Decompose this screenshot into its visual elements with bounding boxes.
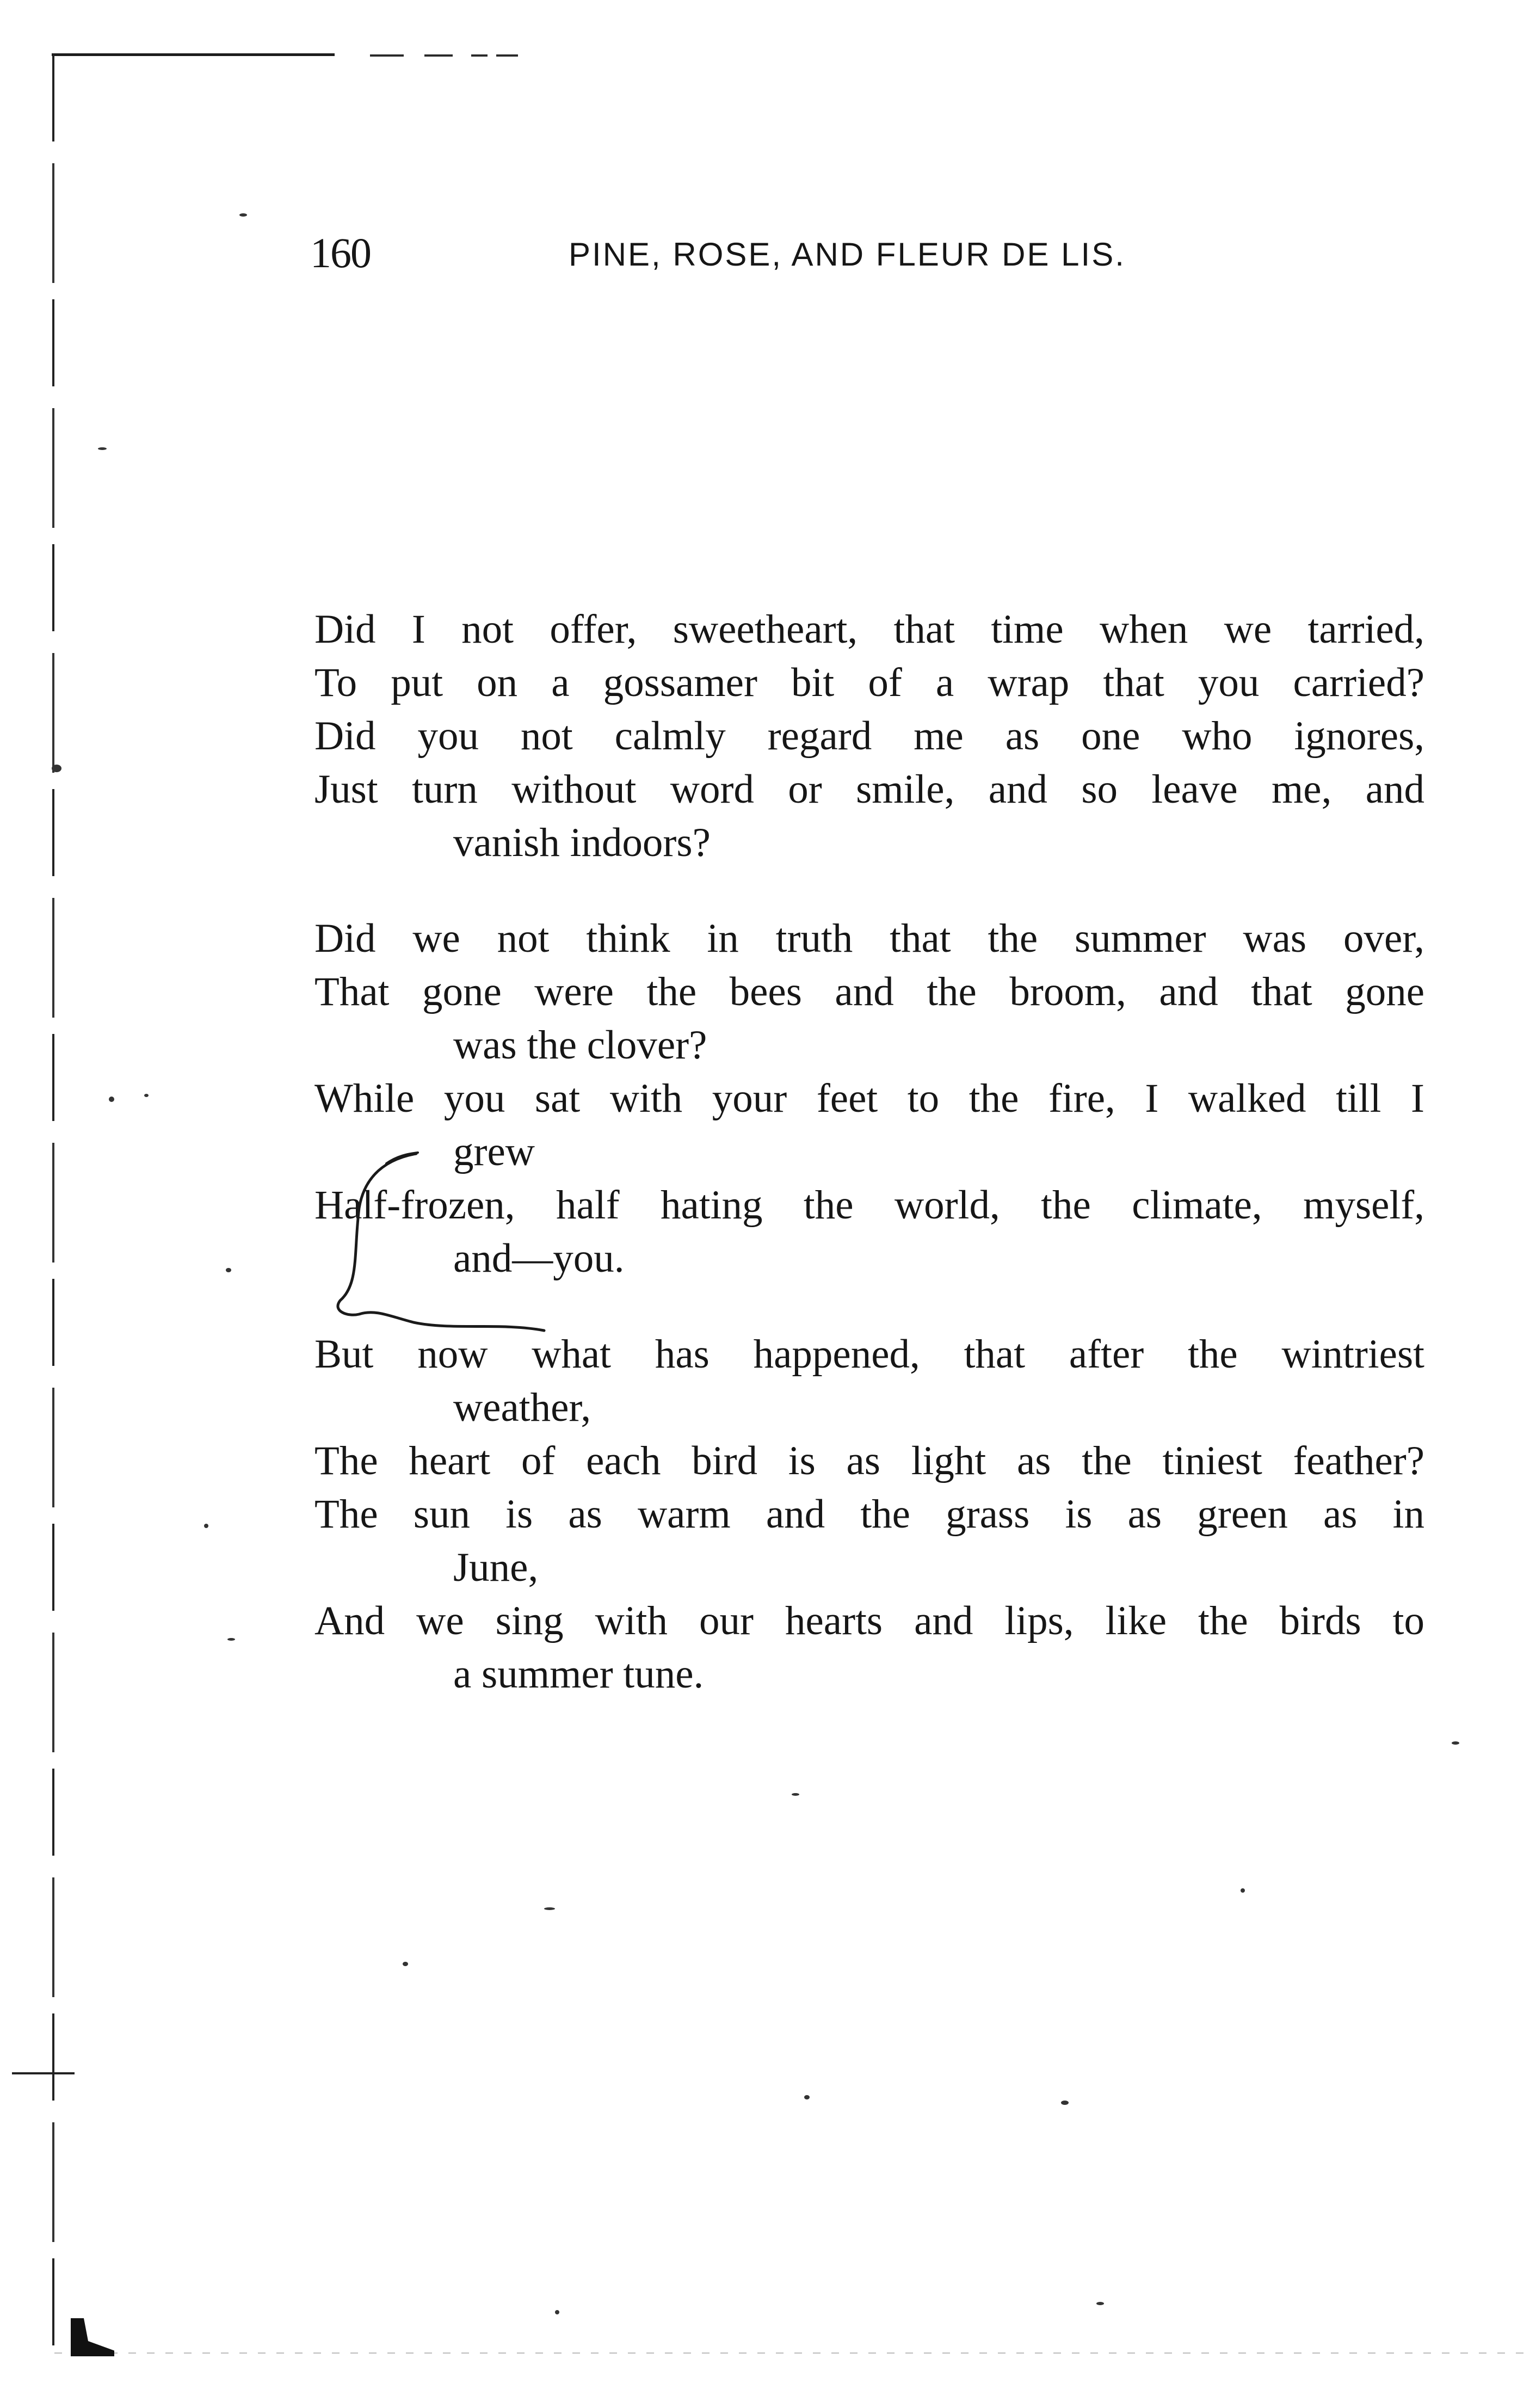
speck xyxy=(555,2310,559,2314)
poem-line: And we sing with our hearts and lips, like the birds to xyxy=(314,1598,1424,1643)
speck xyxy=(52,765,61,772)
poem-line: Did I not offer, sweetheart, that time when we tarried, xyxy=(314,607,1424,652)
poem-line-continuation: and—you. xyxy=(453,1236,625,1281)
poem-line: Did we not think in truth that the summer was over, xyxy=(314,916,1424,961)
speck xyxy=(239,213,247,217)
speck xyxy=(204,1524,208,1528)
speck xyxy=(144,1094,149,1097)
poem-line-continuation: a summer tune. xyxy=(453,1652,704,1697)
stanza xyxy=(314,1328,1424,1701)
poem-line-continuation: June, xyxy=(453,1545,539,1590)
page-number: 160 xyxy=(310,229,371,276)
poem-line: While you sat with your feet to the fire, I walked till I xyxy=(314,1076,1424,1121)
speck xyxy=(109,1097,114,1102)
speck xyxy=(227,1638,235,1641)
speck xyxy=(403,1962,408,1966)
poem-line-continuation: weather, xyxy=(453,1385,591,1430)
poem-line: The sun is as warm and the grass is as green as in xyxy=(314,1492,1424,1537)
poem-line: Half-frozen, half hating the world, the climate, myself, xyxy=(314,1183,1424,1228)
speck xyxy=(544,1907,555,1910)
speck xyxy=(792,1793,799,1796)
speck xyxy=(1241,1888,1245,1893)
poem-line-continuation: vanish indoors? xyxy=(453,820,711,865)
speck xyxy=(804,2095,810,2099)
scan-edge-left xyxy=(52,54,54,2356)
poem-line: To put on a gossamer bit of a wrap that you carried? xyxy=(314,660,1424,705)
scan-edge-dash xyxy=(496,54,518,57)
poem-line: Did you not calmly regard me as one who ignores, xyxy=(314,713,1424,759)
scan-edge-dash xyxy=(370,54,404,57)
poem-line: That gone were the bees and the broom, and that gone xyxy=(314,969,1424,1014)
speck xyxy=(226,1268,231,1272)
poem-line-continuation: was the clover? xyxy=(453,1023,707,1068)
scan-edge-dash xyxy=(424,54,453,57)
pen-bracket-mark xyxy=(326,1143,588,1360)
running-title: PINE, ROSE, AND FLEUR DE LIS. xyxy=(569,236,1126,273)
scan-edge-bottom xyxy=(54,2352,1523,2354)
scan-corner-blot xyxy=(71,2318,114,2356)
poem-line: But now what has happened, that after the wintriest xyxy=(314,1332,1424,1377)
scan-edge-top xyxy=(52,53,335,56)
speck xyxy=(1096,2302,1104,2305)
scan-edge-dash xyxy=(471,54,488,57)
scan-side-tick xyxy=(12,2072,75,2074)
poem-line: The heart of each bird is as light as the tiniest feather? xyxy=(314,1438,1424,1483)
running-head xyxy=(0,229,1536,278)
speck xyxy=(1452,1741,1459,1745)
poem-line-continuation: grew xyxy=(453,1129,535,1174)
poem-line: Just turn without word or smile, and so leave me, and xyxy=(314,767,1424,812)
speck xyxy=(98,447,107,450)
speck xyxy=(1061,2101,1069,2105)
stanza xyxy=(314,603,1424,870)
